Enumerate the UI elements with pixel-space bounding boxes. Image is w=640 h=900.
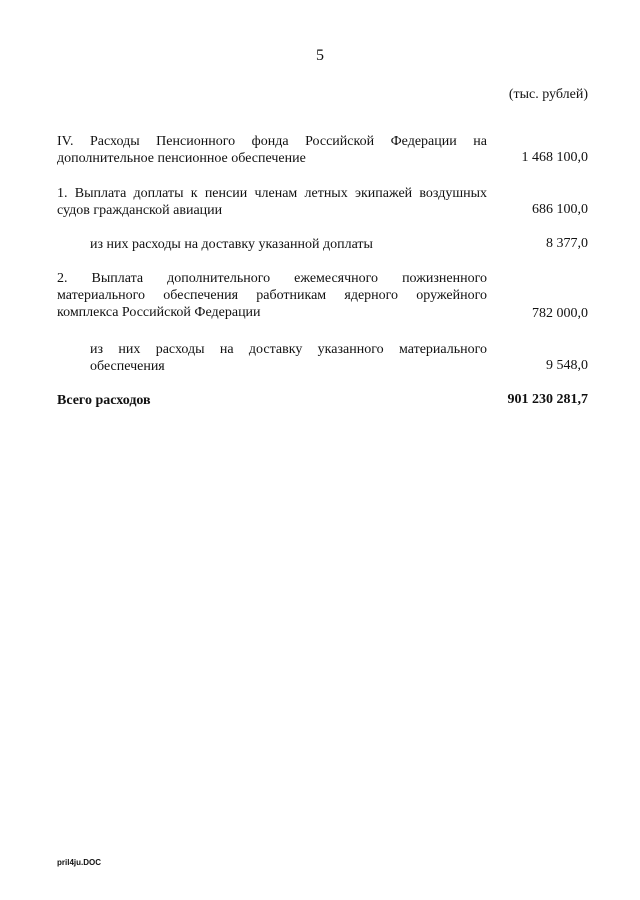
item-1-sub-label: из них расходы на доставку указанной доплаты: [90, 237, 373, 252]
item-2-value: 782 000,0: [532, 306, 588, 321]
item-2-sub-label: из них расходы на доставку указанного материального обеспечения: [90, 342, 487, 374]
section-iv-label: IV. Расходы Пенсионного фонда Российской Федерации на дополнительное пенсионное обеспечение: [57, 134, 487, 166]
footer-filename: pril4ju.DOC: [57, 858, 102, 867]
total-label: Всего расходов: [57, 393, 151, 408]
units-label: (тыс. рублей): [508, 87, 588, 102]
item-1-sub-value: 8 377,0: [546, 236, 588, 251]
item-1-value: 686 100,0: [532, 202, 588, 217]
page-number: 5: [316, 47, 324, 64]
item-2-label: 2. Выплата дополнительного ежемесячного пожизненного материального обеспечения работникам ядерного оружейного комплекса Российской Федерации: [57, 271, 487, 320]
item-1-label: 1. Выплата доплаты к пенсии членам летных экипажей воздушных судов гражданской авиации: [57, 186, 487, 218]
item-2-sub-value: 9 548,0: [546, 358, 588, 373]
total-value: 901 230 281,7: [507, 392, 588, 407]
section-iv-value: 1 468 100,0: [521, 150, 588, 165]
